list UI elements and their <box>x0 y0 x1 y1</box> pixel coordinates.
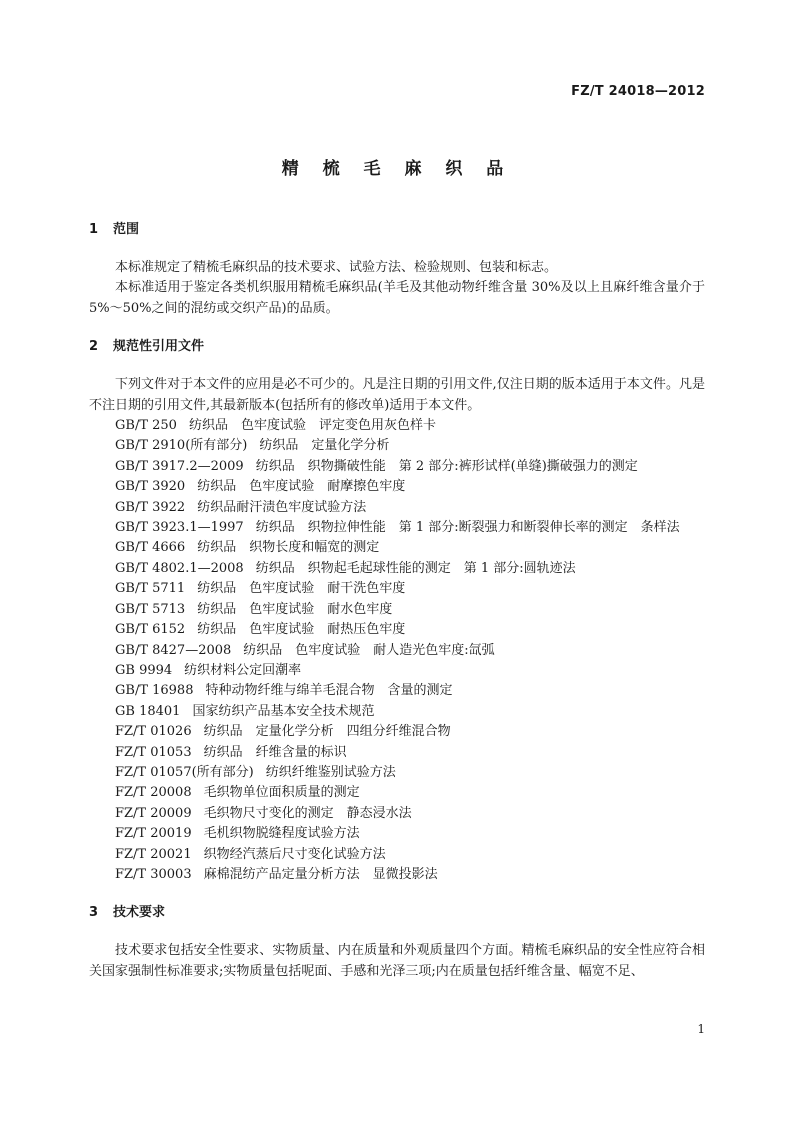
paragraph: 本标准适用于鉴定各类机织服用精梳毛麻织品(羊毛及其他动物纤维含量 30%及以上且麻纤维含量介于 5%～50%之间的混纺或交织产品)的品质。 <box>89 280 705 316</box>
document-title: 精 梳 毛 麻 织 品 <box>281 159 513 179</box>
reference-item <box>89 702 705 722</box>
reference-code: FZ/T 20021 <box>115 846 192 862</box>
reference-title: 纺织品 色牢度试验 评定变色用灰色样卡 <box>188 418 436 434</box>
reference-item <box>89 416 705 436</box>
page-number: 1 <box>697 1022 705 1036</box>
standard-code: FZ/T 24018—2012 <box>571 84 705 99</box>
reference-title: 纺织品 织物长度和幅宽的测定 <box>197 540 380 556</box>
reference-item <box>89 722 705 742</box>
reference-item <box>89 804 705 824</box>
reference-item <box>89 681 705 701</box>
reference-title: 织物经汽蒸后尺寸变化试验方法 <box>203 846 386 862</box>
reference-title: 毛机织物脱缝程度试验方法 <box>203 826 360 842</box>
section-title: 技术要求 <box>113 905 166 921</box>
reference-item <box>89 743 705 763</box>
reference-title: 纺织品 定量化学分析 四组分纤维混合物 <box>203 724 451 740</box>
document-body <box>89 220 705 982</box>
reference-code: GB/T 3917.2—2009 <box>115 458 244 474</box>
reference-code: GB/T 16988 <box>115 683 194 699</box>
reference-code: GB/T 8427—2008 <box>115 642 232 658</box>
section-title: 范围 <box>113 222 140 237</box>
reference-title: 纺织纤维鉴别试验方法 <box>265 764 396 780</box>
reference-item <box>89 579 705 599</box>
reference-item <box>89 559 705 579</box>
section-number: 3 <box>89 905 99 921</box>
reference-item <box>89 845 705 865</box>
reference-code: GB/T 3922 <box>115 499 186 515</box>
section-heading-scope <box>89 220 705 240</box>
reference-title: 纺织品 纤维含量的标识 <box>203 744 347 760</box>
reference-title: 纺织品 织物拉伸性能 第 1 部分:断裂强力和断裂伸长率的测定 条样法 <box>255 520 680 536</box>
reference-code: FZ/T 01026 <box>115 724 192 740</box>
reference-title: 纺织品 织物起毛起球性能的测定 第 1 部分:圆轨迹法 <box>255 560 576 576</box>
reference-item <box>89 824 705 844</box>
reference-item <box>89 477 705 497</box>
reference-item <box>89 436 705 456</box>
reference-code: FZ/T 20009 <box>115 805 192 821</box>
reference-item <box>89 538 705 558</box>
reference-code: GB/T 5711 <box>115 581 186 597</box>
reference-code: GB/T 4666 <box>115 540 186 556</box>
section-heading-technical-requirements <box>89 903 705 923</box>
reference-code: FZ/T 01057(所有部分) <box>115 764 254 780</box>
reference-title: 麻棉混纺产品定量分析方法 显微投影法 <box>203 866 438 882</box>
reference-title: 纺织品 色牢度试验 耐摩擦色牢度 <box>197 479 406 495</box>
reference-code: GB 9994 <box>115 662 173 678</box>
reference-code: FZ/T 01053 <box>115 744 192 760</box>
reference-code: GB/T 5713 <box>115 601 186 617</box>
reference-title: 纺织品耐汗渍色牢度试验方法 <box>197 499 367 515</box>
reference-code: FZ/T 20019 <box>115 826 192 842</box>
reference-code: FZ/T 20008 <box>115 785 192 801</box>
section-heading-normative-references <box>89 337 705 357</box>
reference-list <box>89 416 705 885</box>
reference-title: 纺织材料公定回潮率 <box>184 662 302 678</box>
reference-item <box>89 457 705 477</box>
reference-title: 纺织品 色牢度试验 耐干洗色牢度 <box>197 581 406 597</box>
reference-item <box>89 865 705 885</box>
reference-title: 纺织品 织物撕破性能 第 2 部分:裤形试样(单缝)撕破强力的测定 <box>255 458 638 474</box>
reference-item <box>89 783 705 803</box>
reference-item <box>89 518 705 538</box>
reference-title: 特种动物纤维与绵羊毛混合物 含量的测定 <box>205 683 453 699</box>
reference-code: GB/T 3920 <box>115 479 186 495</box>
reference-title: 纺织品 色牢度试验 耐热压色牢度 <box>197 622 406 638</box>
reference-item <box>89 620 705 640</box>
reference-code: GB/T 250 <box>115 418 177 434</box>
reference-item <box>89 498 705 518</box>
reference-code: GB/T 3923.1—1997 <box>115 520 244 536</box>
reference-item <box>89 763 705 783</box>
section-number: 2 <box>89 339 99 355</box>
reference-item <box>89 661 705 681</box>
reference-title: 纺织品 色牢度试验 耐水色牢度 <box>197 601 393 617</box>
reference-code: GB/T 6152 <box>115 622 186 638</box>
reference-title: 纺织品 定量化学分析 <box>259 438 390 454</box>
reference-code: GB/T 2910(所有部分) <box>115 438 248 454</box>
reference-title: 毛织物单位面积质量的测定 <box>203 785 360 801</box>
paragraph: 技术要求包括安全性要求、实物质量、内在质量和外观质量四个方面。精梳毛麻织品的安全性应符合相关国家强制性标准要求;实物质量包括呢面、手感和光泽三项;内在质量包括纤维含量、幅宽不足、 <box>89 943 705 979</box>
paragraph: 本标准规定了精梳毛麻织品的技术要求、试验方法、检验规则、包装和标志。 <box>115 260 558 275</box>
references-intro: 下列文件对于本文件的应用是必不可少的。凡是注日期的引用文件,仅注日期的版本适用于本文件。凡是不注日期的引用文件,其最新版本(包括所有的修改单)适用于本文件。 <box>89 377 705 413</box>
reference-item <box>89 600 705 620</box>
reference-title: 纺织品 色牢度试验 耐人造光色牢度:氙弧 <box>243 642 495 658</box>
reference-code: FZ/T 30003 <box>115 866 192 882</box>
reference-item <box>89 641 705 661</box>
reference-title: 毛织物尺寸变化的测定 静态浸水法 <box>203 805 412 821</box>
section-number: 1 <box>89 222 99 237</box>
reference-code: GB/T 4802.1—2008 <box>115 560 244 576</box>
reference-title: 国家纺织产品基本安全技术规范 <box>192 703 375 719</box>
reference-code: GB 18401 <box>115 703 181 719</box>
section-title: 规范性引用文件 <box>113 339 205 355</box>
